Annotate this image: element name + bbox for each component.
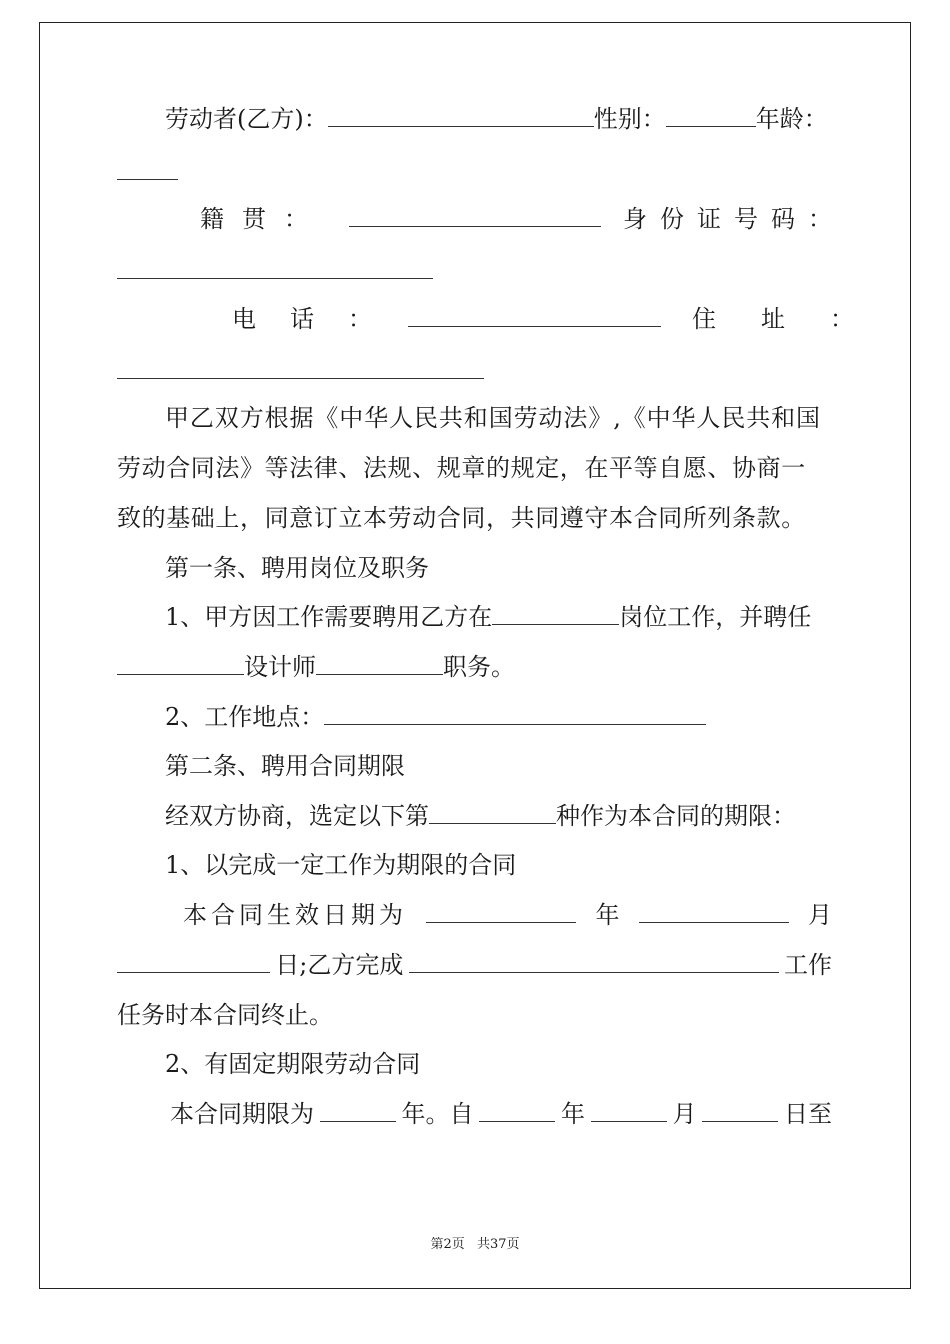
item1-text-b: 岗位工作，并聘任	[619, 603, 812, 631]
intro-line-3: 致的基础上，同意订立本劳动合同，共同遵守本合同所列条款。	[117, 504, 806, 532]
page-total: 共37页	[476, 1237, 520, 1252]
article2-choose	[165, 801, 796, 831]
label-phone: 电话：	[232, 305, 406, 333]
article2-ends: 任务时本合同终止。	[117, 1001, 333, 1029]
year-text: 年	[595, 901, 620, 929]
term-year-text: 年。自	[401, 1100, 474, 1128]
article1-item1	[165, 602, 811, 632]
term-y-text: 年	[561, 1100, 585, 1128]
article2-title: 第二条、聘用合同期限	[165, 752, 405, 780]
item1-text-a: 1、甲方因工作需要聘用乙方在	[165, 603, 493, 631]
blank-start-day	[702, 1099, 778, 1122]
label-native: 籍贯：	[200, 205, 326, 233]
worker-line	[165, 104, 828, 134]
blank-title-2	[316, 652, 443, 675]
day-complete-text: 日;乙方完成	[275, 951, 404, 979]
label-gender: 性别：	[593, 105, 666, 133]
article2-opt2: 2、有固定期限劳动合同	[165, 1050, 421, 1078]
article2-term	[170, 1099, 832, 1129]
blank-phone	[408, 304, 661, 327]
intro-line-1: 甲乙双方根据《中华人民共和国劳动法》,《中华人民共和国	[165, 404, 821, 432]
blank-native	[349, 204, 601, 227]
contact-line	[232, 304, 899, 334]
effective-text: 本合同生效日期为	[183, 901, 407, 929]
article1-title: 第一条、聘用岗位及职务	[165, 554, 429, 582]
label-age: 年龄：	[755, 105, 828, 133]
work-text: 工作	[783, 951, 832, 979]
blank-term-years	[320, 1099, 396, 1122]
blank-age	[117, 179, 178, 180]
article1-item2	[165, 702, 706, 732]
choose-text-b: 种作为本合同的期限：	[556, 802, 796, 830]
article2-complete	[117, 950, 832, 980]
page-number: 第2页	[430, 1237, 465, 1252]
month-text: 月	[808, 901, 832, 929]
item2-text: 2、工作地点：	[165, 703, 325, 731]
page-footer	[0, 1233, 950, 1252]
intro-line-2: 劳动合同法》等法律、法规、规章的规定，在平等自愿、协商一	[117, 454, 806, 482]
blank-post	[492, 602, 619, 625]
blank-start-year	[479, 1099, 555, 1122]
term-d-text: 日至	[784, 1100, 832, 1128]
blank-title-1	[117, 652, 244, 675]
blank-choice	[429, 801, 556, 824]
blank-start-month	[591, 1099, 667, 1122]
item1-text-d: 职务。	[443, 653, 515, 681]
blank-worker-name	[328, 104, 594, 127]
blank-address	[117, 378, 484, 379]
blank-effective-year	[426, 900, 576, 923]
blank-effective-day	[117, 950, 270, 973]
item1-text-c: 设计师	[244, 653, 316, 681]
native-line	[200, 204, 845, 234]
term-m-text: 月	[672, 1100, 697, 1128]
blank-gender	[666, 104, 756, 127]
blank-id-number	[117, 278, 433, 279]
article2-opt1: 1、以完成一定工作为期限的合同	[165, 851, 517, 879]
article2-effective	[183, 900, 832, 930]
article1-item1-cont	[117, 652, 515, 682]
choose-text-a: 经双方协商，选定以下第	[165, 802, 429, 830]
label-address: 住址：	[692, 305, 899, 333]
blank-task	[409, 950, 779, 973]
label-worker: 劳动者(乙方)：	[165, 105, 328, 133]
blank-work-place	[324, 702, 706, 725]
blank-effective-month	[639, 900, 789, 923]
label-id: 身份证号码：	[623, 205, 845, 233]
term-text-a: 本合同期限为	[170, 1100, 314, 1128]
